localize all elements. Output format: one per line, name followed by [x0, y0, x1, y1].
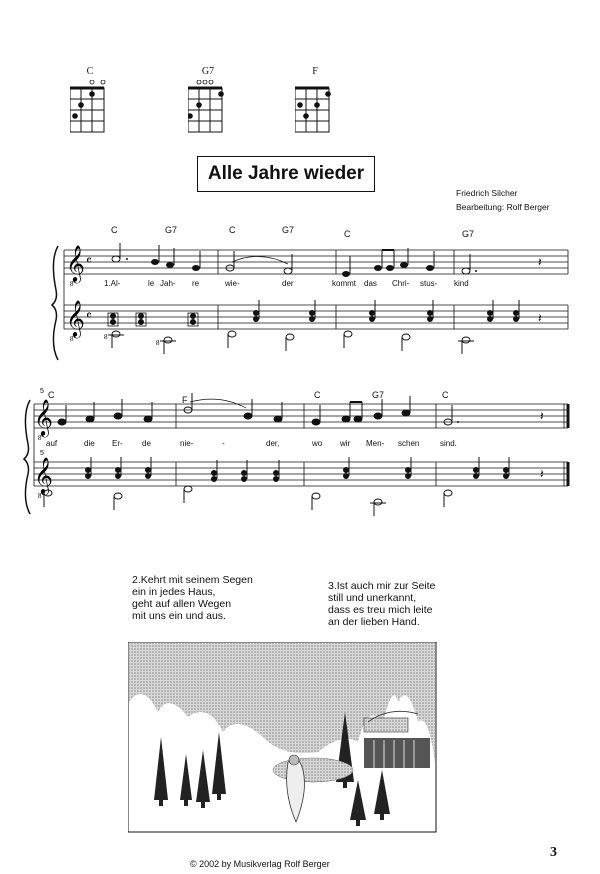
svg-text:8: 8: [38, 434, 42, 442]
lyric-syllable: stus-: [420, 279, 438, 288]
svg-text:𝄽: 𝄽: [540, 409, 544, 423]
lyric-syllable: kommt: [332, 279, 356, 288]
lyric-syllable: wo: [312, 439, 323, 448]
chord-symbol: C: [442, 390, 449, 400]
lyric-syllable: das: [364, 279, 377, 288]
lyric-syllable: schen: [398, 439, 420, 448]
svg-text:8: 8: [104, 333, 108, 341]
measure-number: 5: [40, 450, 44, 457]
svg-text:𝄽: 𝄽: [538, 311, 542, 325]
lyric-syllable: der,: [266, 439, 280, 448]
lyric-syllable: -: [222, 439, 225, 448]
svg-text:𝄴: 𝄴: [86, 309, 92, 324]
lyric-syllable: Er-: [112, 439, 123, 448]
page-number: 3: [550, 845, 557, 860]
chord-symbol: C: [111, 225, 118, 235]
arranger-credit: Bearbeitung: Rolf Berger: [456, 202, 550, 212]
lyric-syllable: Jah-: [160, 279, 176, 288]
svg-text:8: 8: [70, 335, 74, 343]
svg-text:𝄽: 𝄽: [540, 467, 544, 481]
chord-diagram-name: F: [312, 66, 318, 77]
winter-scene-illustration: [128, 642, 438, 834]
svg-text:𝄞: 𝄞: [34, 456, 53, 494]
song-title: Alle Jahre wieder: [197, 156, 375, 192]
lyric-syllable: re: [192, 279, 200, 288]
chord-symbol: G7: [372, 390, 385, 400]
lyric-syllable: sind.: [440, 439, 457, 448]
chord-symbol: C: [314, 390, 321, 400]
svg-text:8: 8: [156, 339, 160, 347]
verse-2: 2.Kehrt mit seinem Segen ein in jedes Haus, geht auf allen Wegen mit uns ein und aus.: [132, 574, 253, 622]
svg-text:𝄽: 𝄽: [538, 255, 542, 269]
svg-text:8: 8: [70, 280, 74, 288]
lyric-syllable: kind: [454, 279, 469, 288]
chord-symbol: G7: [282, 225, 295, 235]
chord-symbol: C: [48, 390, 55, 400]
svg-text:𝄞: 𝄞: [34, 398, 53, 436]
chord-symbol: C: [229, 225, 236, 235]
measure-number: 5: [40, 388, 44, 395]
copyright-footer: © 2002 by Musikverlag Rolf Berger: [190, 859, 330, 869]
chord-diagram-name: G7: [201, 66, 215, 77]
chord-diagram-name: C: [86, 66, 94, 77]
svg-text:𝄞: 𝄞: [66, 299, 85, 337]
composer-credit: Friedrich Silcher: [456, 188, 518, 198]
svg-text:𝄞: 𝄞: [66, 244, 85, 282]
lyric-syllable: auf: [46, 439, 58, 448]
lyric-syllable: der: [282, 279, 294, 288]
lyric-syllable: wir: [340, 439, 351, 448]
lyric-syllable: de: [142, 439, 151, 448]
chord-symbol: G7: [165, 225, 178, 235]
lyric-syllable: die: [84, 439, 95, 448]
svg-text:8: 8: [38, 492, 42, 500]
lyric-syllable: Chri-: [392, 279, 410, 288]
verse-3: 3.Ist auch mir zur Seite still und unerkannt, dass es treu mich leite an der lieben Hand.: [328, 580, 436, 628]
lyric-syllable: Men-: [366, 439, 385, 448]
svg-text:𝄴: 𝄴: [86, 254, 92, 269]
lyric-syllable: 1.Al-: [104, 279, 121, 288]
lyric-syllable: wie-: [225, 279, 240, 288]
lyric-syllable: le: [148, 279, 155, 288]
chord-symbol: F: [182, 395, 188, 405]
chord-symbol: C: [344, 229, 351, 239]
lyric-syllable: nie-: [180, 439, 194, 448]
chord-symbol: G7: [462, 229, 475, 239]
